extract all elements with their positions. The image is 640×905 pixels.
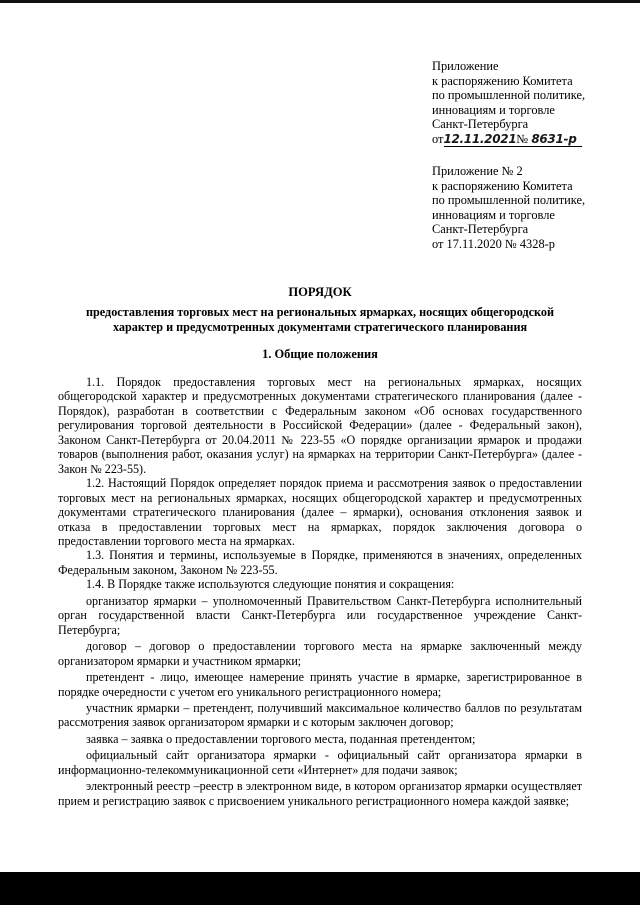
appendix-line: к распоряжению Комитета <box>432 178 573 193</box>
appendix-line: Приложение <box>432 59 499 73</box>
appendix-line: Приложение № 2 <box>432 164 523 178</box>
paragraph: 1.2. Настоящий Порядок определяет порядок приема и рассмотрения заявок о предоставлении торговых мест на региональных ярмарках, носящих общегородской характер и предусмотренных документами стратегического планирования (далее – ярмарки), основания отклонения заявок и отказа в предоставлении торговых мест на ярмарках, порядок заключения договора о предоставлении торгового места на ярмарках. <box>58 476 582 548</box>
number-prefix: № <box>516 131 529 146</box>
paragraph: 1.3. Понятия и термины, используемые в Порядке, применяются в значениях, определенных Федеральным законом, Законом № 223-55. <box>58 548 582 577</box>
definition-paragraph: претендент - лицо, имеющее намерение принять участие в ярмарке, зарегистрированное в порядке очередности с учетом его уникального регистрационного номера; <box>58 670 582 699</box>
paragraph: 1.4. В Порядке также используются следующие понятия и сокращения: <box>86 577 455 592</box>
handwritten-date: 12.11.2021 <box>443 131 517 146</box>
handwritten-number: 8631-р <box>531 131 577 146</box>
date-prefix: от <box>432 131 444 146</box>
appendix-block-current <box>432 59 585 147</box>
definition-paragraph: заявка – заявка о предоставлении торгового места, поданная претендентом; <box>86 731 476 746</box>
definition-paragraph: официальный сайт организатора ярмарки - официальный сайт организатора ярмарки в информационно-телекоммуникационной сети «Интернет» для подачи заявок; <box>58 748 582 777</box>
definition-paragraph: участник ярмарки – претендент, получивший максимальное количество баллов по результатам рассмотрения заявок организатором ярмарки и с которым заключен договор; <box>58 700 582 730</box>
definition-paragraph: электронный реестр –реестр в электронном виде, в котором организатор ярмарки осуществляет прием и регистрацию заявок с присвоением уникального регистрационного номера каждой заявке; <box>58 779 582 808</box>
appendix-block-previous <box>432 164 585 252</box>
appendix-line: от 17.11.2020 № 4328-р <box>432 236 555 251</box>
scan-top-edge <box>0 0 640 3</box>
scan-bottom-band <box>0 872 640 905</box>
section-heading: 1. Общие положения <box>262 347 378 361</box>
appendix-line: по промышленной политике, <box>432 193 586 208</box>
date-signature-field <box>432 132 576 147</box>
document-subtitle: предоставления торговых мест на региональных ярмарках, носящих общегородской характер и предусмотренных документами стратегического планирования <box>86 305 554 334</box>
paragraph: 1.1. Порядок предоставления торговых мест на региональных ярмарках, носящих общегородской характер и предусмотренных документами стратегического планирования (далее - Порядок), разработан в соответствии с Федеральным законом «Об основах государственного регулирования торговой деятельности в Российской Федерации» (далее - Федеральный закон), Законом Санкт-Петербурга от 20.04.2011 № 223-55 «О порядке организации ярмарок и продажи товаров (выполнения работ, оказания услуг) на ярмарках на территории Санкт-Петербурга» (далее - Закон № 223-55). <box>58 375 582 476</box>
appendix-date-line <box>432 132 585 147</box>
appendix-line: инновациям и торговле <box>432 207 555 222</box>
appendix-line: по промышленной политике, <box>432 88 586 103</box>
definition-paragraph: организатор ярмарки – уполномоченный Правительством Санкт-Петербурга исполнительный орган государственной власти Санкт-Петербурга или государственное учреждение Санкт-Петербурга; <box>58 593 582 637</box>
appendix-line: инновациям и торговле <box>432 102 555 117</box>
definition-paragraph: договор – договор о предоставлении торгового места на ярмарке заключенный между организатором ярмарки и участником ярмарки; <box>58 639 582 668</box>
appendix-line: к распоряжению Комитета <box>432 73 573 88</box>
document-title: ПОРЯДОК <box>288 285 352 299</box>
appendix-line: Санкт-Петербурга <box>432 222 529 237</box>
document-body <box>58 375 582 808</box>
signature-underline <box>444 146 582 147</box>
appendix-line: Санкт-Петербурга <box>432 117 529 132</box>
